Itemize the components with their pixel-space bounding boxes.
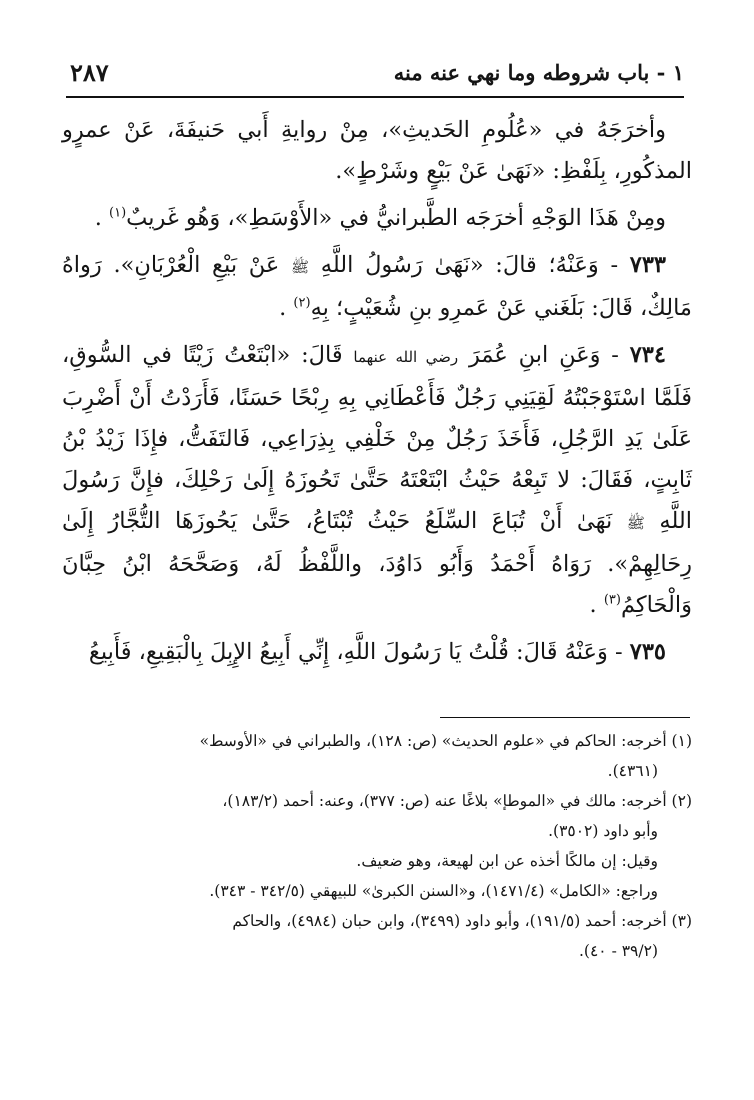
footnote-2-remark: وقيل: إن مالكًا أخذه عن ابن لهيعة، وهو ضعيف. — [356, 852, 658, 870]
hadith-text: - وَعَنْهُ؛ قالَ: «نَهَىٰ رَسُولُ اللَّهِ — [320, 252, 630, 278]
paragraph-end: . — [94, 205, 102, 231]
hadith-734 — [62, 335, 692, 626]
footnote-3 — [62, 906, 692, 966]
main-text — [62, 110, 692, 673]
salawat-glyph: ﷺ — [626, 514, 645, 532]
footnote-ref-1: (١) — [109, 205, 127, 221]
radiyallahu-glyph: رضي الله عنهما — [353, 348, 459, 366]
hadith-text: قَالَ: «ابْتَعْتُ زَيْتًا في السُّوقِ، فَلَمَّا اسْتَوْجَبْتُهُ لَقِيَنِي رَجُلٌ فَأَعْطَانِي بِهِ رِبْحًا حَسَنًا، فَأَرَدْتُ أَنْ أَضْرِبَ عَلَىٰ يَدِ الرَّجُلِ، فَأَخَذَ رَجُلٌ مِنْ خَلْفِي بِذِرَاعِي، فَالتَفَتُّ، فإِذَا زَيْدُ بْنُ ثَابِتٍ، فَقَالَ: لا تَبِعْهُ حَيْثُ ابْتَعْتَهُ حَتَّىٰ تَحُوزَهُ إِلَىٰ رَحْلِكَ، فإِنَّ رَسُولَ اللَّهِ — [62, 342, 693, 534]
footnote-line: وأبو داود (٣٥٠٢). — [548, 822, 658, 840]
hadith-text: - وَعَنْهُ قَالَ: قُلْتُ يَا رَسُولَ اللَّهِ، إِنِّي أَبِيعُ الإِبِلَ بِالْبَقِيعِ، فَأَبِيعُ — [88, 639, 630, 665]
footnote-line: (٣) أخرجه: أحمد (١٩١/٥)، وأبو داود (٣٤٩٩)، وابن حبان (٤٩٨٤)، والحاكم — [232, 912, 692, 930]
page-number: ٢٨٧ — [70, 58, 109, 87]
paragraph-takhrij — [62, 110, 692, 192]
salawat-glyph: ﷺ — [290, 258, 310, 276]
footnote-line: (٣٩/٢ - ٤٠). — [579, 942, 658, 960]
footnote-2 — [62, 786, 692, 846]
footnote-1 — [62, 726, 692, 786]
footnote-ref-2: (٢) — [293, 295, 311, 311]
hadith-735 — [62, 632, 692, 673]
hadith-text: عَنْ بَيْعِ الْعُرْبَانِ». رَواهُ مَالِكٌ، قَالَ: بَلَغَني عَنْ عَمرِو بنِ شُعَيْبٍ؛ بِهِ — [62, 252, 692, 321]
paragraph-text: ومِنْ هَذَا الوَجْهِ أخرَجَه الطَّبرانيُّ في «الأَوْسَطِ»، وَهُو غَريبٌ — [126, 205, 666, 231]
paragraph-tabarani — [62, 198, 692, 239]
paragraph-end: . — [589, 592, 597, 618]
paragraph-end: . — [279, 295, 287, 321]
paragraph-text: وأخرَجَهُ في «عُلُومِ الحَديثِ»، مِنْ روايةِ أَبي حَنيفَةَ، عَنْ عمرٍو المذكُورِ، بِلَفْظِ: «نَهَىٰ عَنْ بَيْعٍ وشَرْطٍ». — [62, 117, 692, 184]
footnote-line: (٤٣٦١). — [607, 762, 658, 780]
hadith-text: نَهَىٰ أَنْ تُبَاعَ السِّلَعُ حَيْثُ تُبْتَاعُ، حَتَّىٰ يَحُوزَهَا التُّجَّارُ إِلَىٰ رِحَالِهِمْ». رَوَاهُ أَحْمَدُ وَأَبُو دَاوُدَ، واللَّفْظُ لَهُ، وَصَحَّحَهُ ابْنُ حِبَّانَ وَالْحَاكِمُ — [62, 508, 692, 618]
footnote-line: (٢) أخرجه: مالك في «الموطإ» بلاغًا عنه (ص: ٣٧٧)، وعنه: أحمد (١٨٣/٢)، — [222, 792, 692, 810]
footnotes — [62, 726, 692, 966]
chapter-title: ١ - باب شروطه وما نهي عنه منه — [393, 60, 684, 85]
footnote-line: (١) أخرجه: الحاكم في «علوم الحديث» (ص: ١٢٨)، والطبراني في «الأوسط» — [199, 732, 692, 750]
hadith-733 — [62, 245, 692, 329]
hadith-number: ٧٣٥ — [629, 639, 666, 665]
hadith-text: - وَعَنِ ابنِ عُمَرَ — [468, 342, 630, 368]
hadith-number: ٧٣٤ — [629, 342, 666, 368]
page-header — [66, 56, 684, 98]
footnote-separator — [440, 717, 690, 718]
hadith-number: ٧٣٣ — [629, 252, 667, 278]
footnote-ref-3: (٣) — [603, 592, 621, 608]
footnote-2-see-also: وراجع: «الكامل» (١٤٧١/٤)، و«السنن الكبرىٰ» للبيهقي (٣٤٢/٥ - ٣٤٣). — [209, 882, 658, 900]
